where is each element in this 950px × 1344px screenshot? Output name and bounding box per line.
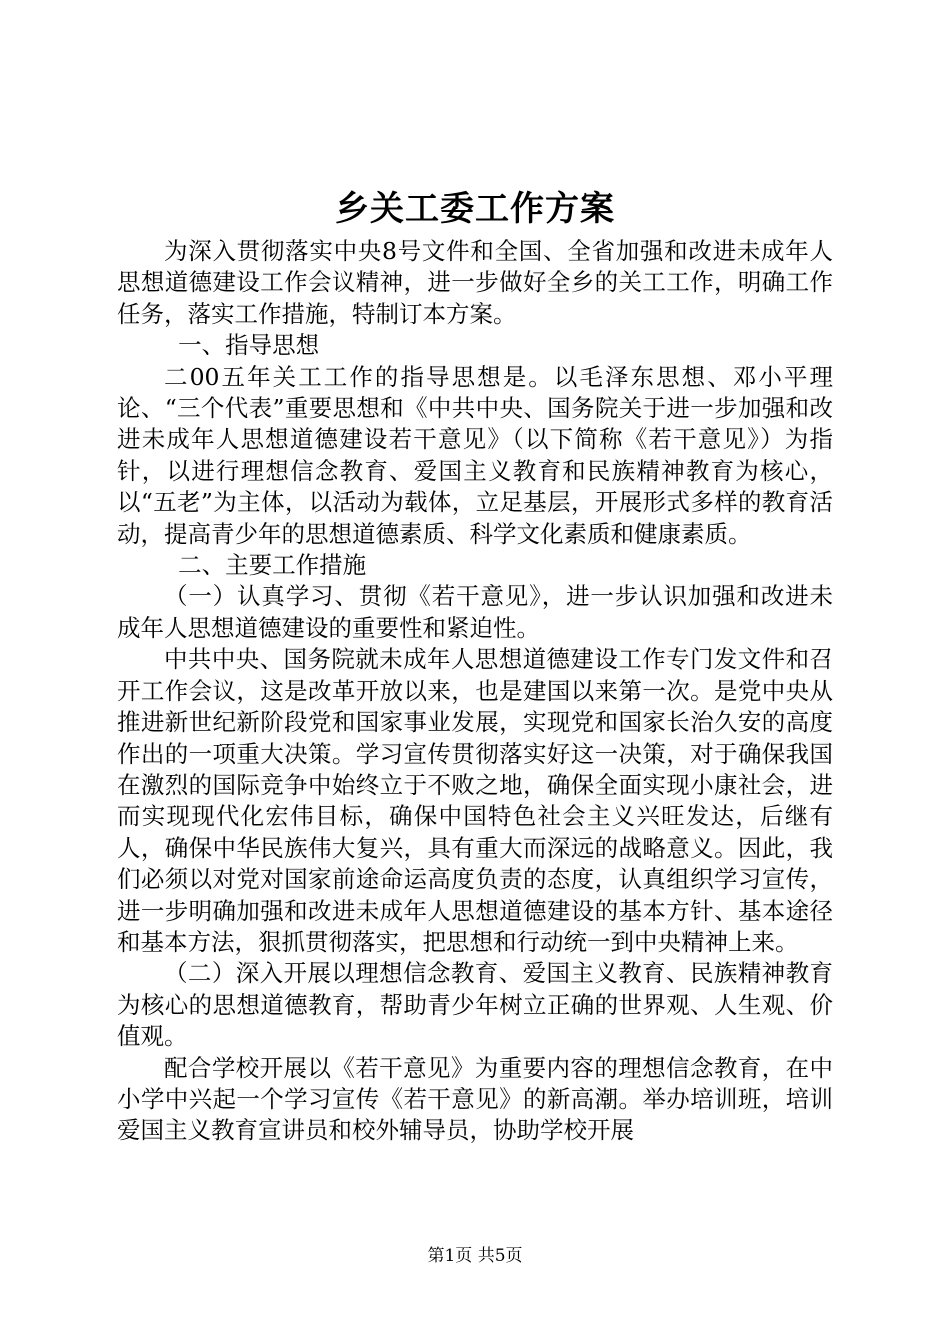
section-heading-main-measures: 二、主要工作措施 [178,551,367,580]
paragraph-guiding-ideology: 二00五年关工工作的指导思想是。以毛泽东思想、邓小平理论、“三个代表”重要思想和《中共中央、国务院关于进一步加强和改进未成年人思想道德建设若干意见》（以下简称《若干意见》）为指针，以进行理想信念教育、爱国主义教育和民族精神教育为核心，以“五老”为主体，以活动为载体，立足基层，开展形式多样的教育活动，提高青少年的思想道德素质、科学文化素质和健康素质。 [117,362,833,548]
document-title: 乡关工委工作方案 [335,189,615,229]
paragraph-measure-2: 配合学校开展以《若干意见》为重要内容的理想信念教育，在中小学中兴起一个学习宣传《若干意见》的新高潮。举办培训班，培训爱国主义教育宣讲员和校外辅导员，协助学校开展 [117,1053,833,1145]
section-heading-guiding-ideology: 一、指导思想 [178,331,320,360]
subsection-heading-2: （二）深入开展以理想信念教育、爱国主义教育、民族精神教育为核心的思想道德教育，帮助青少年树立正确的世界观、人生观、价值观。 [117,959,833,1051]
subsection-heading-1: （一）认真学习、贯彻《若干意见》，进一步认识加强和改进未成年人思想道德建设的重要性和紧迫性。 [117,582,833,642]
paragraph-intro: 为深入贯彻落实中央8号文件和全国、全省加强和改进未成年人思想道德建设工作会议精神，进一步做好全乡的关工工作，明确工作任务，落实工作措施，特制订本方案。 [117,237,833,328]
paragraph-measure-1: 中共中央、国务院就未成年人思想道德建设工作专门发文件和召开工作会议，这是改革开放以来，也是建国以来第一次。是党中央从推进新世纪新阶段党和国家事业发展，实现党和国家长治久安的高度作出的一项重大决策。学习宣传贯彻落实好这一决策，对于确保我国在激烈的国际竞争中始终立于不败之地，确保全面实现小康社会，进而实现现代化宏伟目标，确保中国特色社会主义兴旺发达，后继有人，确保中华民族伟大复兴，具有重大而深远的战略意义。因此，我们必须以对党对国家前途命运高度负责的态度，认真组织学习宣传，进一步明确加强和改进未成年人思想道德建设的基本方针、基本途径和基本方法，狠抓贯彻落实，把思想和行动统一到中央精神上来。 [117,645,833,956]
document-body [117,236,833,1147]
page-footer: 第1页 共5页 [427,1246,523,1266]
